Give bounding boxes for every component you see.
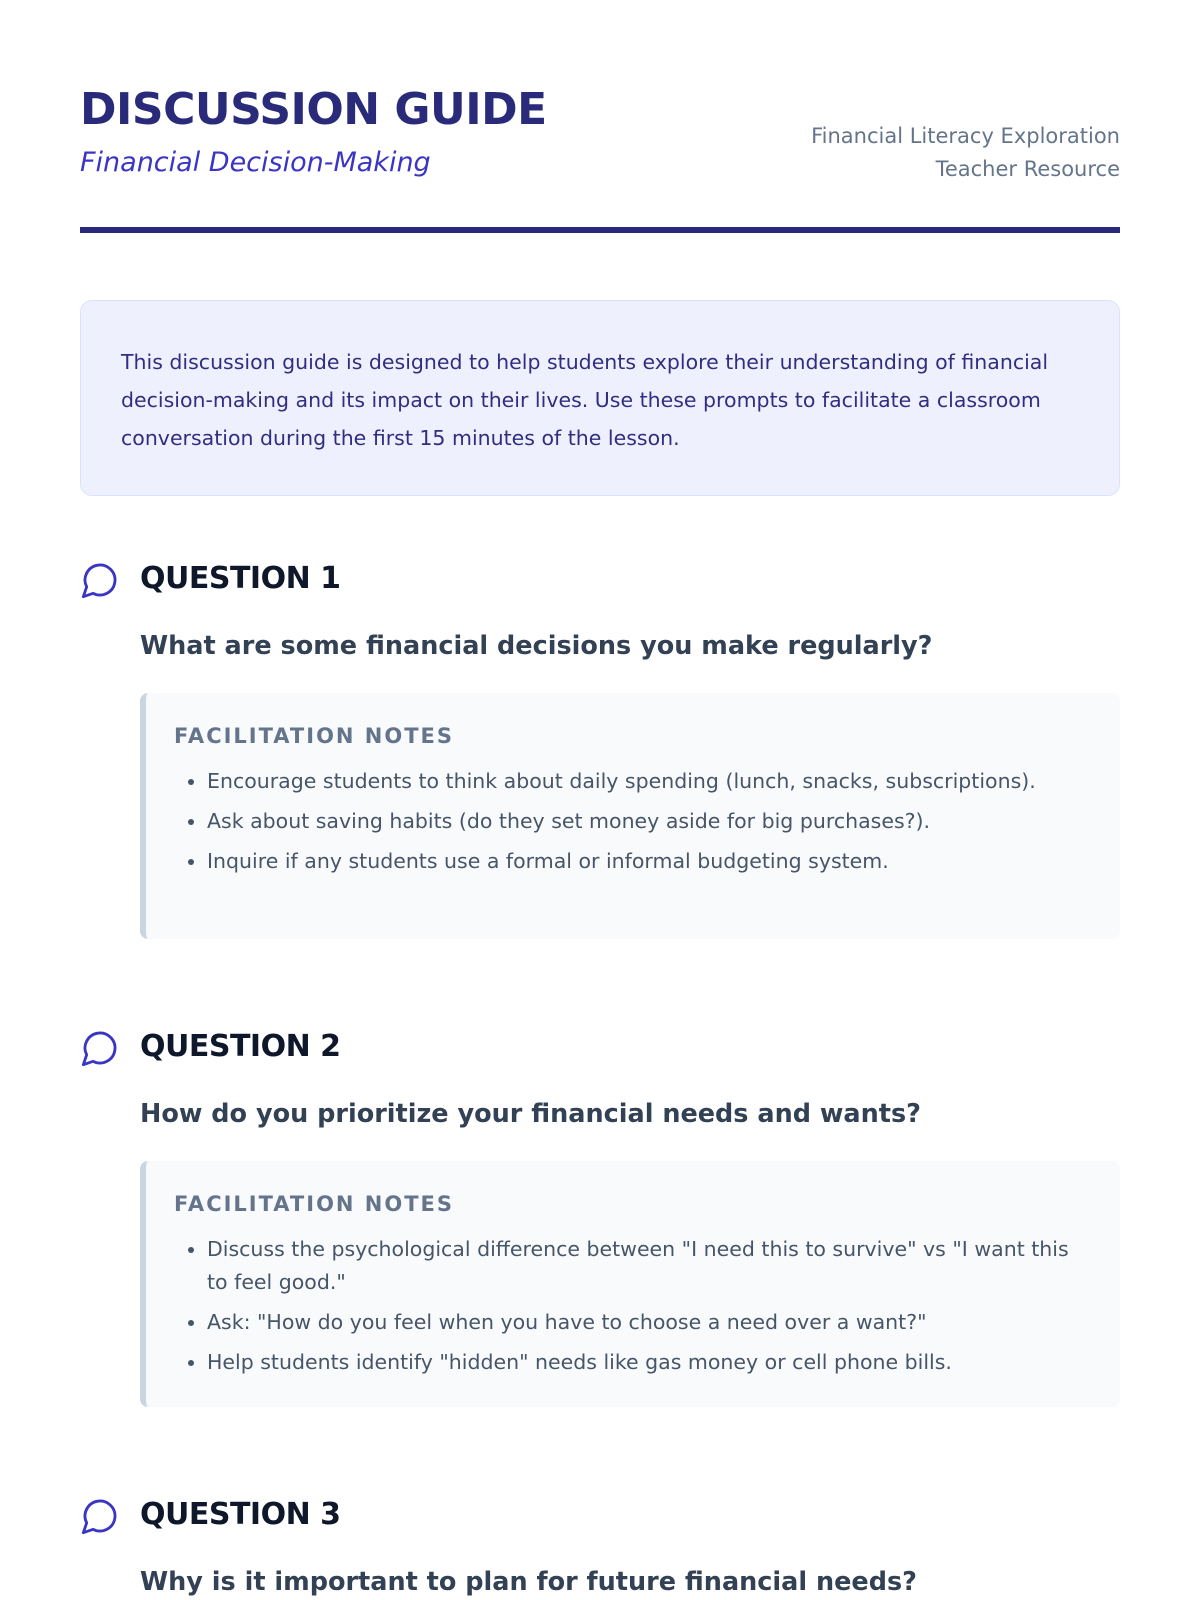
- meta-course: Financial Literacy Exploration: [811, 124, 1120, 148]
- question-label: QUESTION 3: [140, 1497, 341, 1532]
- header-meta: [811, 120, 1120, 186]
- chat-bubble-icon: [80, 560, 120, 600]
- note-item: • Ask: "How do you feel when you have to choose a need over a want?": [207, 1306, 1090, 1339]
- chat-bubble-icon: [80, 1028, 120, 1068]
- facilitation-notes-title: FACILITATION NOTES: [174, 1192, 455, 1216]
- page-title: DISCUSSION GUIDE: [80, 84, 547, 135]
- note-item: • Help students identify "hidden" needs like gas money or cell phone bills.: [207, 1346, 1090, 1379]
- question-section: [80, 557, 1120, 957]
- chat-bubble-icon: [80, 1496, 120, 1536]
- note-item: • Inquire if any students use a formal or informal budgeting system.: [207, 845, 1090, 878]
- note-item: • Encourage students to think about daily spending (lunch, snacks, subscriptions).: [207, 765, 1090, 798]
- facilitation-notes-title: FACILITATION NOTES: [174, 724, 455, 748]
- question-text: What are some financial decisions you make regularly?: [140, 631, 933, 661]
- intro-box: [80, 300, 1120, 496]
- question-text: How do you prioritize your financial needs and wants?: [140, 1099, 921, 1129]
- meta-resource-type: Teacher Resource: [935, 157, 1120, 181]
- question-section: [80, 1493, 1120, 1600]
- question-text: Why is it important to plan for future financial needs?: [140, 1567, 917, 1597]
- page-subtitle: Financial Decision-Making: [80, 147, 431, 178]
- facilitation-notes: [140, 693, 1120, 939]
- facilitation-notes: [140, 1161, 1120, 1407]
- header-divider: [80, 227, 1120, 233]
- question-label: QUESTION 2: [140, 1029, 341, 1064]
- facilitation-notes-list: [174, 1233, 1090, 1379]
- question-section: [80, 1025, 1120, 1425]
- question-label: QUESTION 1: [140, 561, 341, 596]
- facilitation-notes-list: [174, 765, 1090, 878]
- intro-text: This discussion guide is designed to help students explore their understanding of financial decision-making and its impact on their lives. Use these prompts to facilitate a classroom conversation during the first 15 minutes of the lesson.: [121, 350, 1049, 450]
- note-item: • Discuss the psychological difference between "I need this to survive" vs "I want this to feel good.": [207, 1233, 1090, 1299]
- note-item: • Ask about saving habits (do they set money aside for big purchases?).: [207, 805, 1090, 838]
- header: [80, 80, 1120, 188]
